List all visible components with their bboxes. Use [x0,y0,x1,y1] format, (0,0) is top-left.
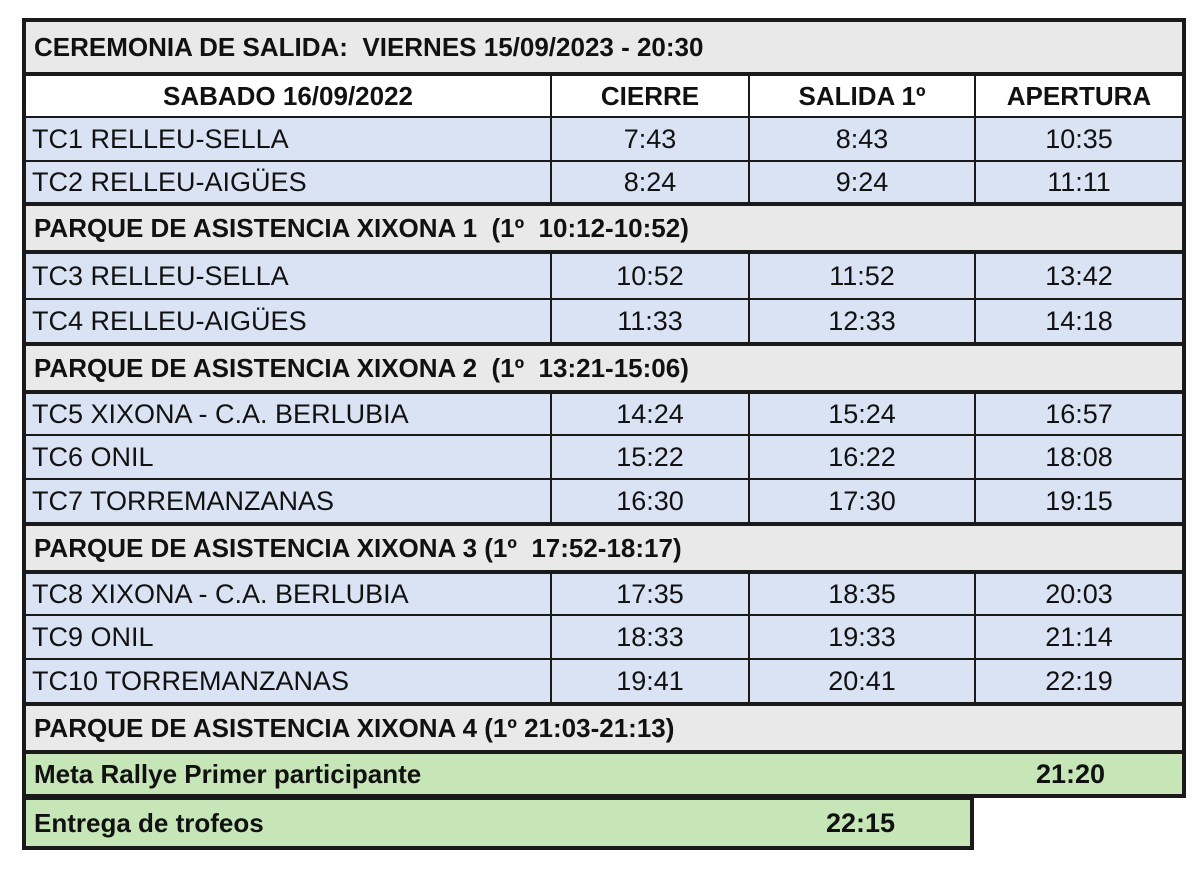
trophies-label: Entrega de trofeos [34,807,264,838]
stage-name: TC10 TORREMANZANAS [26,660,552,702]
stage-salida: 8:43 [750,118,976,160]
stage-cierre: 18:33 [552,616,750,658]
service-park-text: PARQUE DE ASISTENCIA XIXONA 3 (1º 17:52-18:17) [34,532,682,563]
trophies-row [22,796,974,850]
service-park-text: PARQUE DE ASISTENCIA XIXONA 4 (1º 21:03-21:13) [34,712,675,743]
finish-row [22,750,1186,798]
table-row [22,574,1186,616]
service-park-text: PARQUE DE ASISTENCIA XIXONA 2 (1º 13:21-15:06) [34,352,689,383]
service-park-row [22,202,1186,254]
stage-name: TC7 TORREMANZANAS [26,480,552,522]
stage-apertura: 11:11 [1047,166,1111,197]
stage-salida: 11:52 [750,254,976,298]
stage-salida: 17:30 [750,480,976,522]
header-cierre: CIERRE [552,76,750,116]
table-row [22,436,1186,480]
service-park-row [22,702,1186,754]
header-salida: SALIDA 1º [750,76,976,116]
stage-salida: 12:33 [750,300,976,342]
stage-cierre: 14:24 [552,394,750,434]
stage-name: TC6 ONIL [26,436,552,478]
table-row [22,480,1186,524]
stage-cierre: 17:35 [552,574,750,614]
stage-name: TC3 RELLEU-SELLA [26,254,552,298]
table-row [22,162,1186,204]
stage-name: TC4 RELLEU-AIGÜES [26,300,552,342]
finish-label: Meta Rallye Primer participante [34,758,422,789]
stage-apertura: 16:57 [1045,398,1113,429]
service-park-row [22,522,1186,574]
stage-apertura: 14:18 [1045,305,1113,336]
stage-salida: 20:41 [750,660,976,702]
stage-cierre: 7:43 [552,118,750,160]
stage-name: TC8 XIXONA - C.A. BERLUBIA [26,574,552,614]
stage-name: TC1 RELLEU-SELLA [26,118,552,160]
stage-salida: 19:33 [750,616,976,658]
stage-salida: 16:22 [750,436,976,478]
stage-cierre: 15:22 [552,436,750,478]
stage-cierre: 16:30 [552,480,750,522]
table-row [22,300,1186,344]
table-row [22,254,1186,300]
service-park-text: PARQUE DE ASISTENCIA XIXONA 1 (1º 10:12-10:52) [34,212,689,243]
trophies-time: 22:15 [826,807,896,838]
stage-apertura: 19:15 [1045,485,1113,516]
ceremony-banner [22,18,1186,76]
table-row [22,394,1186,436]
table-header [22,72,1186,118]
stage-apertura: 21:14 [1045,621,1113,652]
ceremony-text: CEREMONIA DE SALIDA: VIERNES 15/09/2023 - 20:30 [34,31,704,62]
stage-apertura: 18:08 [1045,441,1113,472]
stage-cierre: 11:33 [552,300,750,342]
stage-apertura: 22:19 [1045,665,1113,696]
stage-salida: 15:24 [750,394,976,434]
stage-name: TC2 RELLEU-AIGÜES [26,162,552,202]
stage-apertura: 10:35 [1045,123,1113,154]
header-day: SABADO 16/09/2022 [26,76,552,116]
table-row [22,118,1186,162]
stage-apertura: 13:42 [1045,260,1113,291]
finish-time: 21:20 [1036,758,1106,789]
stage-cierre: 10:52 [552,254,750,298]
stage-name: TC9 ONIL [26,616,552,658]
stage-salida: 18:35 [750,574,976,614]
service-park-row [22,342,1186,394]
table-row [22,660,1186,704]
header-apertura: APERTURA [1006,80,1152,111]
stage-name: TC5 XIXONA - C.A. BERLUBIA [26,394,552,434]
stage-cierre: 8:24 [552,162,750,202]
stage-cierre: 19:41 [552,660,750,702]
stage-salida: 9:24 [750,162,976,202]
table-row [22,616,1186,660]
stage-apertura: 20:03 [1045,578,1113,609]
